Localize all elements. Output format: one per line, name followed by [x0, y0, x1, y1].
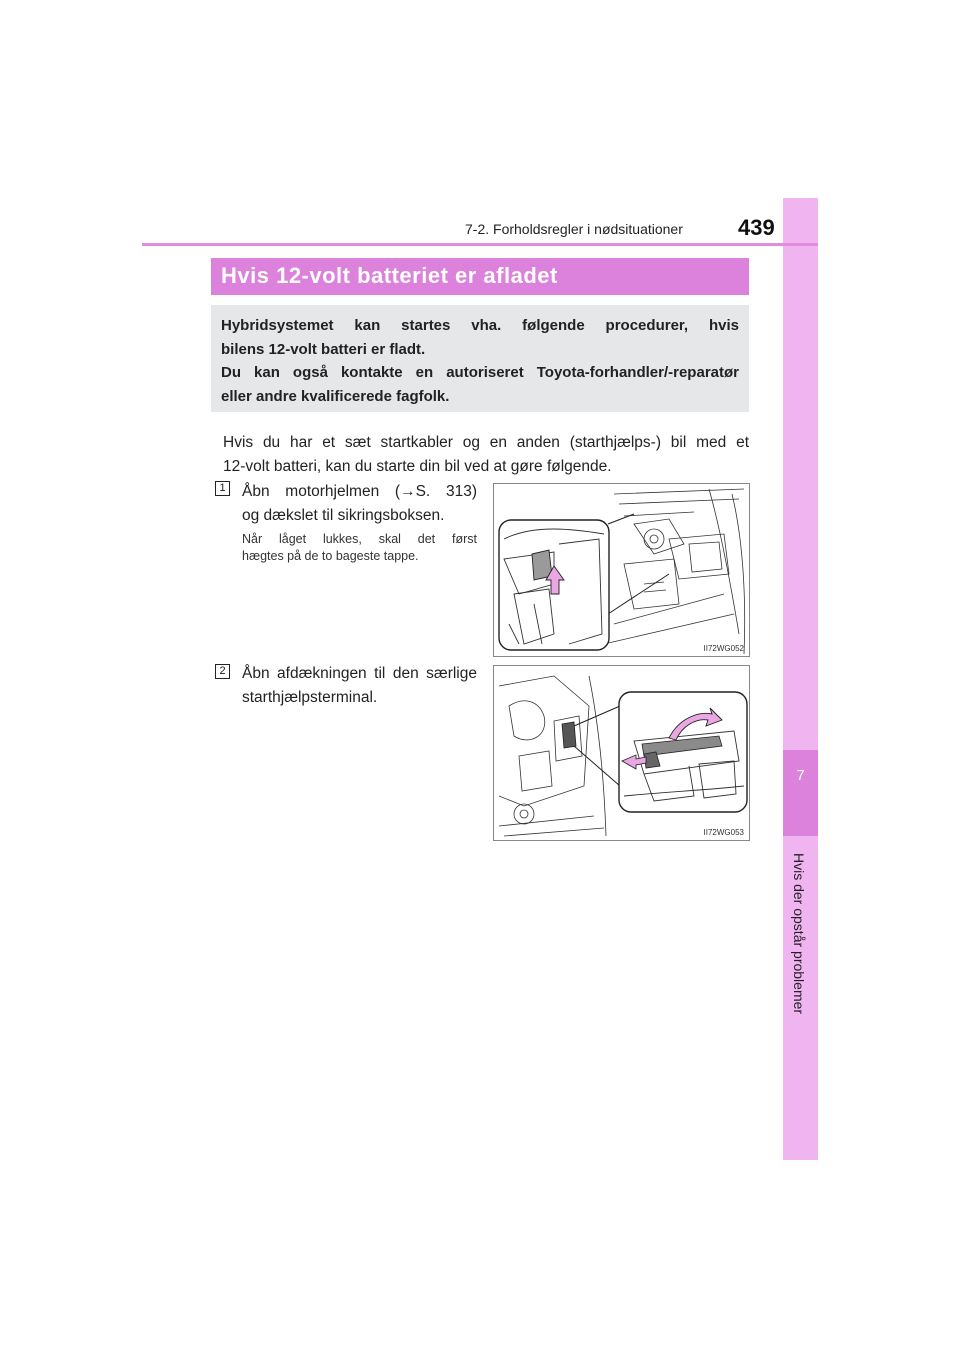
- page-number: 439: [738, 215, 775, 240]
- chapter-number: 7: [796, 767, 805, 784]
- chapter-marker: [783, 750, 818, 836]
- step-1-note: [242, 531, 477, 564]
- note-line: hægtes på de to bageste tappe.: [242, 548, 419, 563]
- step-line: starthjælpsterminal.: [242, 688, 378, 706]
- note-line: Når låget lukkes, skal det først: [242, 532, 477, 546]
- figure-code: II72WG052: [703, 644, 744, 653]
- fuse-box-illustration: [494, 484, 750, 657]
- intro-box: [211, 305, 749, 412]
- chapter-title: Hvis der opstår problemer: [791, 853, 807, 1015]
- header-divider: [142, 243, 818, 246]
- chapter-side-tab: [783, 198, 818, 1160]
- intro-line: eller andre kvalificerede fagfolk.: [221, 387, 450, 405]
- step-2-text: [242, 662, 477, 709]
- step-number-badge: 2: [215, 664, 230, 679]
- running-head: 7-2. Forholdsregler i nødsituationer: [465, 221, 683, 237]
- body-paragraph: [223, 431, 749, 478]
- step-line: Åbn motorhjelmen (→S. 313): [242, 483, 477, 500]
- figure-code: II72WG053: [703, 828, 744, 837]
- intro-line: Hybridsystemet kan startes vha. følgende procedurer, hvis: [221, 317, 739, 334]
- terminal-cover-illustration: [494, 666, 750, 841]
- section-banner: [211, 258, 749, 295]
- step-number-badge: 1: [215, 481, 230, 496]
- figure-fuse-box-cover: [493, 483, 750, 657]
- section-title: Hvis 12-volt batteriet er afladet: [221, 263, 558, 288]
- intro-line: bilens 12-volt batteri er fladt.: [221, 340, 426, 358]
- intro-line: Du kan også kontakte en autoriseret Toyota-forhandler/-reparatør: [221, 364, 739, 381]
- figure-jump-start-terminal: [493, 665, 750, 841]
- step-line: og dækslet til sikringsboksen.: [242, 506, 445, 524]
- step-line: Åbn afdækningen til den særlige: [242, 665, 477, 682]
- paragraph-line: Hvis du har et sæt startkabler og en anden (starthjælps-) bil med et: [223, 434, 749, 451]
- step-1-text: [242, 480, 477, 527]
- paragraph-line: 12-volt batteri, kan du starte din bil ved at gøre følgende.: [223, 457, 612, 475]
